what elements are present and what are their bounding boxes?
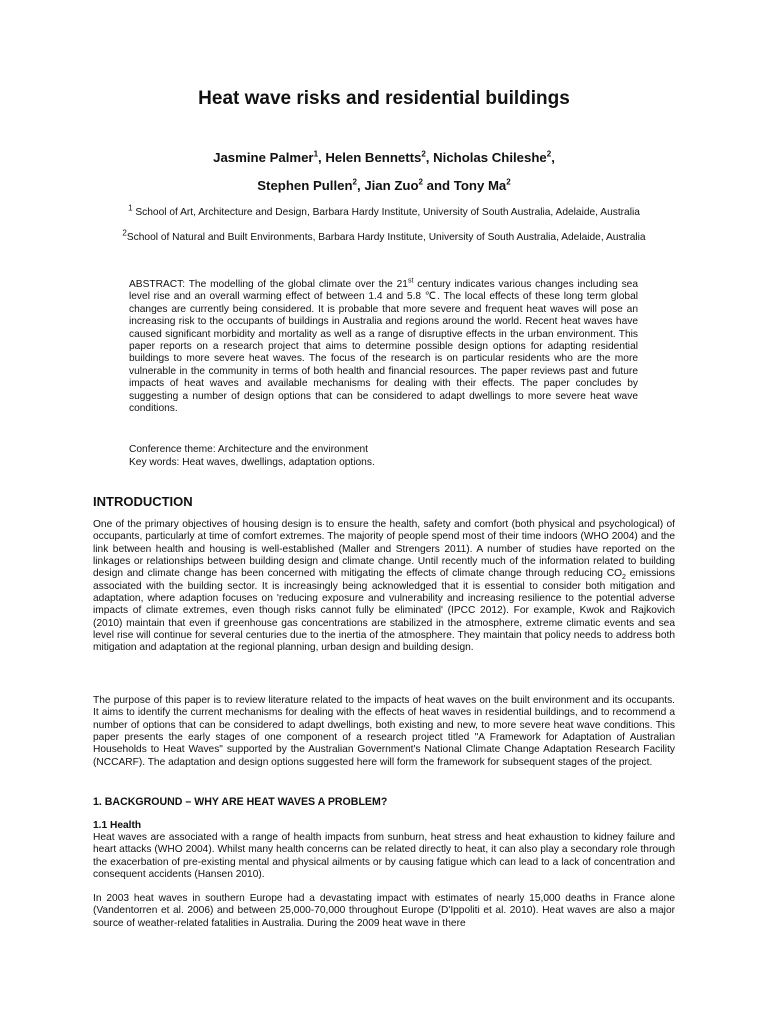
author-conjunction: and	[422, 178, 454, 193]
author-affiliation-mark: 2	[506, 177, 511, 187]
author-affiliation-mark: 2	[418, 177, 423, 187]
section-heading-background: 1. BACKGROUND – WHY ARE HEAT WAVES A PROBLEM?	[93, 796, 388, 808]
affiliation-2	[100, 228, 668, 244]
body-paragraph: In 2003 heat waves in southern Europe had a devastating impact with estimates of nearly 15,000 deaths in France alone (Vandentorren et al. 2006) and between 25,000-70,000 throughout Europe (D'Ippoliti et al. 2010). Heat waves are also a major source of weather-related fatalities in Australia. During the 2009 heat wave in there	[93, 893, 675, 929]
affiliation-mark: 1	[128, 203, 133, 213]
author-affiliation-mark: 2	[352, 177, 357, 187]
paper-title: Heat wave risks and residential buildings	[198, 88, 570, 109]
author-name: Tony Ma	[453, 178, 507, 193]
paragraph-text: emissions associated with the building sector. It is increasingly being acknowledged that it is essential to consider both mitigation and adaptation, where adaption focuses on 'reducing exposure and vulnerability and increasing resilience to the potential adverse impacts of climate extremes, even though risks cannot fully be eliminated' (IPCC 2012). For example, Kwok and Rajkovich (2010) maintain that even if greenhouse gas concentrations are stabilized in the atmosphere, extreme climatic events and sea level rise will continue for several centuries due to the inertia of the atmosphere. They maintain that policy needs to address both mitigation and adaptation at the regional planning, urban design and building design.	[93, 568, 675, 654]
author-name: Nicholas Chileshe	[433, 150, 547, 165]
body-paragraph: The purpose of this paper is to review literature related to the impacts of heat waves on the built environment and its occupants. It aims to identify the current mechanisms for dealing with the effects of heat waves in residential buildings, and to recommend a number of options that can be considered to adapt dwellings, both existing and new, to more severe heat wave conditions. This paper presents the early stages of one component of a research project titled "A Framework for Adaptation of Australian Households to Heat Waves" supported by the Australian Government's National Climate Change Adaptation Research Facility (NCCARF). The adaptation and design options suggested here will form the framework for subsequent stages of the project.	[93, 695, 675, 768]
affiliation-text: School of Natural and Built Environments, Barbara Hardy Institute, University of South Australia, Adelaide, Australia	[126, 232, 646, 243]
author-affiliation-mark: 2	[546, 149, 552, 159]
conference-theme: Conference theme: Architecture and the environment	[129, 444, 368, 455]
author-affiliation-mark: 2	[421, 149, 426, 159]
author-separator: ,	[425, 150, 434, 165]
paper-meta	[129, 443, 638, 469]
subsection-heading-health: 1.1 Health	[93, 820, 142, 831]
keywords: Key words: Heat waves, dwellings, adaptation options.	[129, 457, 375, 468]
author-name: Stephen Pullen	[257, 178, 353, 193]
author-line-1	[0, 150, 768, 165]
abstract-text: ABSTRACT: The modelling of the global climate over the 21	[129, 279, 408, 290]
affiliation-text: School of Art, Architecture and Design, Barbara Hardy Institute, University of South Australia, Adelaide, Australia	[132, 207, 640, 218]
subscript: 2	[622, 574, 626, 582]
author-separator: ,	[551, 150, 555, 165]
affiliation-mark: 2	[122, 228, 127, 238]
paragraph-text: One of the primary objectives of housing design is to ensure the health, safety and comfort (both physical and psychological) of occupants, particularly at time of comfort extremes. The majority of people spend most of their time indoors (WHO 2004) and the link between health and housing is well-established (Maller and Strengers 2011). A number of studies have reported on the linkages or relationships between building design and climate change. Until recently much of the information related to building design and climate change has been concerned with mitigating the effects of climate change through reducing CO	[93, 519, 675, 580]
body-paragraph: Heat waves are associated with a range of health impacts from sunburn, heat stress and heat exhaustion to kidney failure and heart attacks (WHO 2004). Whilst many health concerns can be related directly to heat, it can also play a secondary role through the exacerbation of pre-existing mental and physical ailments or by causing fatigue which can lead to a lack of concentration and consequent accidents (Hansen 2010).	[93, 832, 675, 881]
affiliation-1	[100, 203, 668, 219]
abstract	[129, 279, 638, 415]
author-separator: ,	[356, 178, 365, 193]
author-separator: ,	[318, 150, 326, 165]
author-affiliation-mark: 1	[313, 149, 319, 159]
author-line-2	[0, 178, 768, 193]
author-name: Jian Zuo	[364, 178, 419, 193]
abstract-superscript: st	[407, 277, 414, 285]
author-name: Jasmine Palmer	[213, 150, 314, 165]
author-name: Helen Bennetts	[325, 150, 422, 165]
section-heading-introduction: INTRODUCTION	[93, 494, 193, 509]
body-paragraph	[93, 519, 675, 655]
abstract-text: century indicates various changes including sea level rise and an overall warming effect of between 1.4 and 5.8 ℃. The local effects of these long term global changes are currently being considered. It is probable that more severe and frequent heat waves will pose an increasing risk to the occupants of buildings in Australia and regions around the world. Recent heat waves have caused significant morbidity and mortality as well as a range of disruptive effects in the urban environment. This paper reports on a research project that aims to determine possible design options for adapting residential buildings to more severe heat waves. The focus of the research is on particular residents who are the more vulnerable in the community in terms of both health and financial resources. The paper reviews past and future impacts of heat waves and available mechanisms for dealing with their effects. The paper concludes by suggesting a number of design options that can be considered to adapt dwellings to more severe heat wave conditions.	[129, 279, 638, 415]
